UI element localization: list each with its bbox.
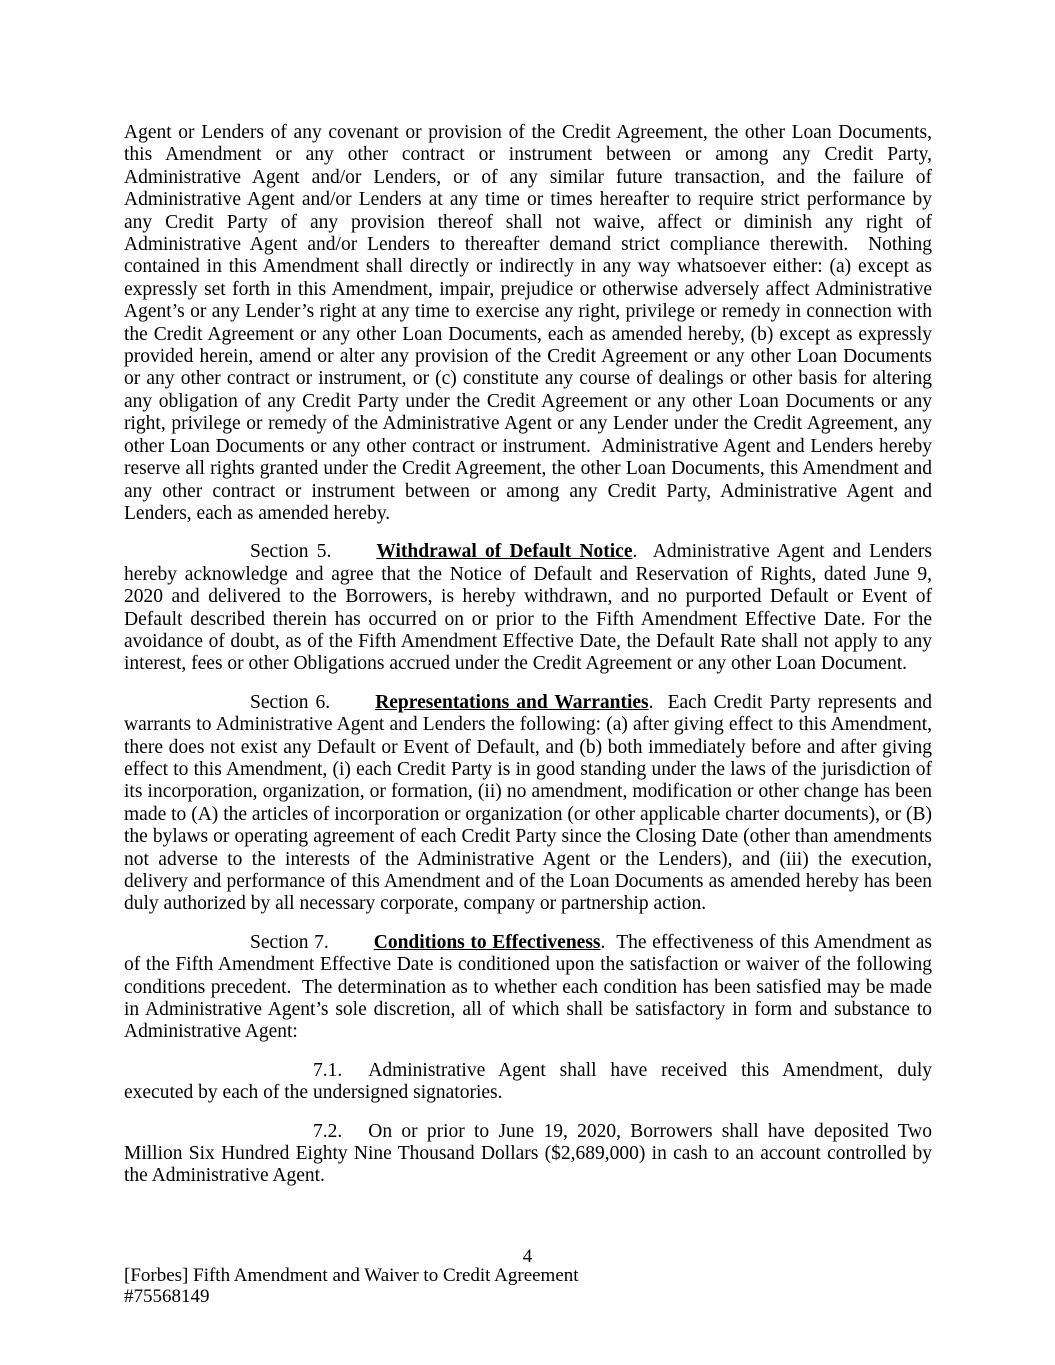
footer [124,1266,579,1307]
text-segment: Agent or Lenders of any covenant or provision of the Credit Agreement, the other Loan Documents, this Amendment or any other contract or instrument between or among any Credit Party, Administrative Agent and/or Lenders, or of any similar future transaction, and the failure of Administrative Agent and/or Lenders at any time or times hereafter to require strict performance by any Credit Party of any provision thereof shall not waive, affect or diminish any right of Administrative Agent and/or Lenders to thereafter demand strict compliance therewith. Nothing contained in this Amendment shall directly or indirectly in any way whatsoever either: (a) except as expressly set forth in this Amendment, impair, prejudice or otherwise adversely affect Administrative Agent’s or any Lender’s right at any time to exercise any right, privilege or remedy in connection with the Credit Agreement or any other Loan Documents, each as amended hereby, (b) except as expressly provided herein, amend or alter any provision of the Credit Agreement or any other Loan Documents or any other contract or instrument, or (c) constitute any course of dealings or other basis for altering any obligation of any Credit Party under the Credit Agreement or any other Loan Documents or any right, privilege or remedy of the Administrative Agent or any Lender under the Credit Agreement, any other Loan Documents or any other contract or instrument. Administrative Agent and Lenders hereby reserve all rights granted under the Credit Agreement, the other Loan Documents, this Amendment and any other contract or instrument between or among any Credit Party, Administrative Agent and Lenders, each as amended hereby. [124,122,932,524]
text-segment: Section 5. [250,541,332,563]
text-segment: . Administrative Agent and Lenders hereby acknowledge and agree that the Notice of Default and Reservation of Rights, dated June 9, 2020 and delivered to the Borrowers, is hereby withdrawn, and no purported Default or Event of Default described therein has occurred on or prior to the Fifth Amendment Effective Date. For the avoidance of doubt, as of the Fifth Amendment Effective Date, the Default Rate shall not apply to any interest, fees or other Obligations accrued under the Credit Agreement or any other Loan Document. [124,541,932,675]
text-segment: Conditions to Effectiveness [373,931,601,953]
text-segment: On or prior to June 19, 2020, Borrowers shall have deposited Two Million Six Hundred Eighty Nine Thousand Dollars ($2,689,000) in cash to an account controlled by the Administrative Agent. [124,1120,932,1187]
document-body [124,122,932,1188]
text-segment: . The effectiveness of this Amendment as of the Fifth Amendment Effective Date is conditioned upon the satisfaction or waiver of the following conditions precedent. The determination as to whether each condition has been satisfied may be made in Administrative Agent’s sole discretion, all of which shall be satisfactory in form and substance to Administrative Agent: [124,931,933,1043]
clause-7-2-paragraph [124,1121,932,1188]
text-segment: Representations and Warranties [375,691,649,713]
text-segment: 7.2. [313,1120,343,1142]
footer-doc-id: #75568149 [124,1285,210,1307]
section-7-paragraph [124,932,932,1044]
text-segment: Section 7. [250,931,329,953]
section-5-paragraph [124,541,932,675]
section-6-paragraph [124,692,932,916]
footer-doc-title: [Forbes] Fifth Amendment and Waiver to Credit Agreement [124,1265,579,1286]
continuation-paragraph [124,122,932,525]
clause-7-1-paragraph [124,1060,932,1105]
page-number: 4 [522,1246,533,1267]
text-segment: Withdrawal of Default Notice [376,541,633,563]
text-segment: . Each Credit Party represents and warrants to Administrative Agent and Lenders the following: (a) after giving effect to this Amendment, there does not exist any Default or Event of Default, and (b) both immediately before and after giving effect to this Amendment, (i) each Credit Party is in good standing under the laws of the jurisdiction of its incorporation, organization, or formation, (ii) no amendment, modification or other change has been made to (A) the articles of incorporation or organization (or other applicable charter documents), or (B) the bylaws or operating agreement of each Credit Party since the Closing Date (other than amendments not adverse to the interests of the Administrative Agent or the Lenders), and (iii) the execution, delivery and performance of this Amendment and of the Loan Documents as amended hereby has been duly authorized by all necessary corporate, company or partnership action. [124,691,932,915]
text-segment: Section 6. [250,691,331,713]
text-segment: 7.1. [313,1059,343,1081]
text-segment: Administrative Agent shall have received this Amendment, duly executed by each of the undersigned signatories. [124,1059,932,1104]
